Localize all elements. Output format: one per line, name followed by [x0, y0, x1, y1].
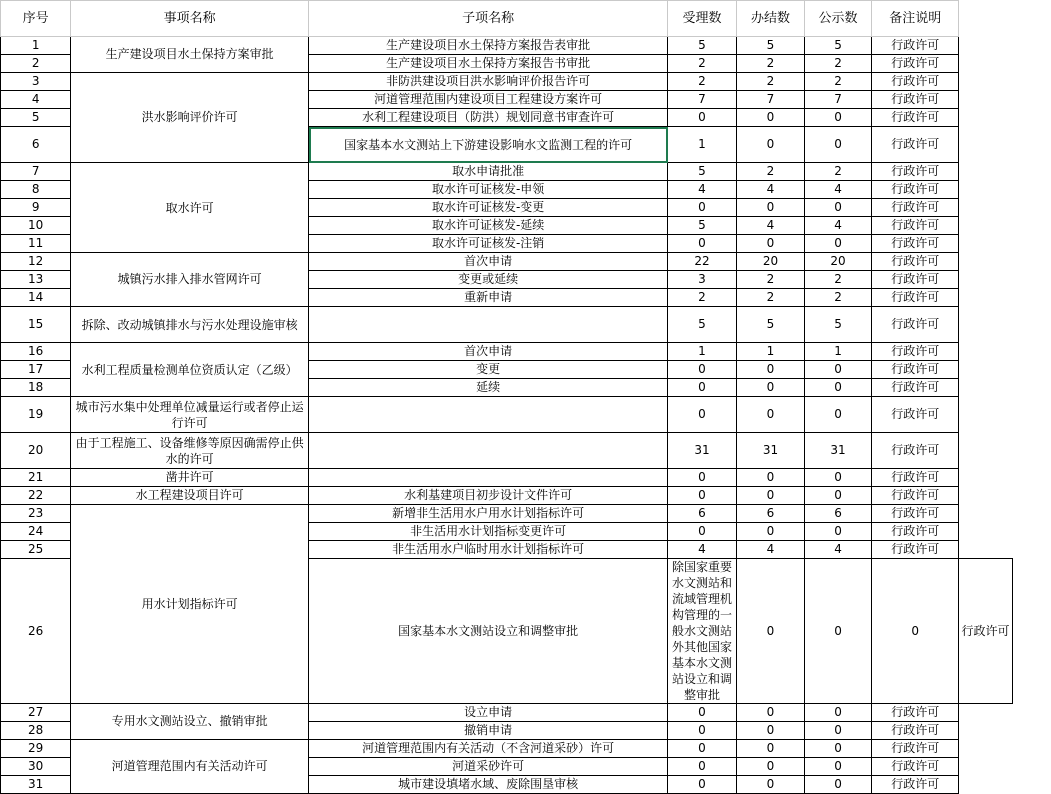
cell-completed[interactable]: 5 [736, 37, 804, 55]
cell-published[interactable]: 2 [805, 55, 872, 73]
cell-item-name[interactable]: 生产建设项目水土保持方案审批 [71, 37, 309, 73]
cell-remark[interactable]: 行政许可 [871, 433, 959, 469]
cell-published[interactable]: 0 [805, 127, 872, 163]
cell-remark[interactable]: 行政许可 [871, 91, 959, 109]
cell-remark[interactable]: 行政许可 [871, 505, 959, 523]
cell-published[interactable]: 0 [805, 740, 872, 758]
cell-completed[interactable]: 0 [736, 487, 804, 505]
cell-accepted[interactable]: 0 [668, 487, 736, 505]
cell-sub-item-name[interactable]: 河道采砂许可 [309, 758, 668, 776]
cell-accepted[interactable]: 1 [668, 343, 736, 361]
cell-remark[interactable]: 行政许可 [871, 163, 959, 181]
cell-sub-item-name[interactable]: 取水许可证核发-申领 [309, 181, 668, 199]
cell-published[interactable]: 0 [805, 523, 872, 541]
cell-remark[interactable]: 行政许可 [871, 361, 959, 379]
table-row [1, 469, 1051, 487]
empty-column-cell[interactable] [959, 289, 1012, 307]
cell-completed[interactable]: 0 [736, 127, 804, 163]
cell-sub-item-name[interactable] [309, 433, 668, 469]
empty-column-cell[interactable] [959, 217, 1012, 235]
cell-published[interactable]: 0 [871, 559, 959, 704]
cell-sub-item-name[interactable]: 水利工程建设项目（防洪）规划同意书审查许可 [309, 109, 668, 127]
cell-item-name[interactable]: 水利工程质量检测单位资质认定（乙级） [71, 343, 309, 397]
cell-completed[interactable]: 0 [736, 397, 804, 433]
cell-accepted[interactable]: 2 [668, 289, 736, 307]
cell-remark[interactable]: 行政许可 [871, 722, 959, 740]
header-row [1, 1, 1051, 37]
cell-accepted[interactable]: 0 [668, 776, 736, 794]
empty-column-cell[interactable] [959, 433, 1012, 469]
cell-item-name[interactable]: 用水计划指标许可 [71, 505, 309, 704]
empty-column-cell[interactable] [959, 469, 1012, 487]
cell-accepted[interactable]: 5 [668, 307, 736, 343]
empty-column-cell[interactable] [959, 235, 1012, 253]
empty-column-cell[interactable] [959, 163, 1012, 181]
cell-completed[interactable]: 4 [736, 217, 804, 235]
header-remark[interactable]: 备注说明 [871, 1, 959, 37]
cell-completed[interactable]: 5 [736, 307, 804, 343]
cell-seq[interactable]: 13 [1, 271, 71, 289]
cell-remark[interactable]: 行政许可 [871, 127, 959, 163]
empty-column-cell[interactable] [959, 523, 1012, 541]
cell-completed[interactable]: 0 [736, 235, 804, 253]
table-row [1, 505, 1051, 523]
cell-accepted[interactable]: 0 [668, 740, 736, 758]
cell-remark[interactable]: 行政许可 [871, 271, 959, 289]
cell-accepted[interactable]: 3 [668, 271, 736, 289]
cell-seq[interactable]: 16 [1, 343, 71, 361]
empty-column-cell[interactable] [959, 740, 1012, 758]
cell-published[interactable]: 0 [805, 199, 872, 217]
table-row [1, 163, 1051, 181]
cell-seq[interactable]: 2 [1, 55, 71, 73]
empty-column-cell[interactable] [959, 55, 1012, 73]
cell-item-name[interactable]: 由于工程施工、设备维修等原因确需停止供水的许可 [71, 433, 309, 469]
cell-seq[interactable]: 14 [1, 289, 71, 307]
cell-seq[interactable]: 26 [1, 559, 71, 704]
empty-column-cell[interactable] [959, 541, 1012, 559]
cell-accepted[interactable]: 0 [668, 758, 736, 776]
empty-column-cell[interactable] [959, 505, 1012, 523]
cell-published[interactable]: 2 [805, 73, 872, 91]
cell-completed[interactable]: 0 [736, 109, 804, 127]
cell-sub-item-name[interactable]: 河道管理范围内建设项目工程建设方案许可 [309, 91, 668, 109]
cell-seq[interactable]: 31 [1, 776, 71, 794]
cell-remark[interactable]: 行政许可 [871, 55, 959, 73]
cell-sub-item-name[interactable]: 首次申请 [309, 253, 668, 271]
cell-completed[interactable]: 0 [736, 704, 804, 722]
cell-accepted[interactable]: 0 [668, 523, 736, 541]
cell-completed[interactable]: 0 [736, 758, 804, 776]
cell-accepted[interactable]: 0 [668, 722, 736, 740]
cell-seq[interactable]: 23 [1, 505, 71, 523]
cell-completed[interactable]: 2 [736, 289, 804, 307]
cell-accepted[interactable]: 0 [668, 361, 736, 379]
table-row [1, 740, 1051, 758]
cell-sub-item-name[interactable]: 设立申请 [309, 704, 668, 722]
cell-seq[interactable]: 10 [1, 217, 71, 235]
header-published[interactable]: 公示数 [805, 1, 872, 37]
cell-seq[interactable]: 7 [1, 163, 71, 181]
cell-seq[interactable]: 29 [1, 740, 71, 758]
cell-accepted[interactable]: 6 [668, 505, 736, 523]
cell-sub-item-name[interactable]: 首次申请 [309, 343, 668, 361]
cell-completed[interactable]: 0 [736, 361, 804, 379]
cell-remark[interactable]: 行政许可 [871, 397, 959, 433]
empty-column-cell[interactable] [959, 704, 1012, 722]
spreadsheet-body [1, 1, 1051, 794]
cell-accepted[interactable]: 0 [668, 379, 736, 397]
cell-published[interactable]: 5 [805, 307, 872, 343]
table-row [1, 704, 1051, 722]
cell-completed[interactable]: 2 [736, 271, 804, 289]
table-row [1, 487, 1051, 505]
cell-sub-item-name[interactable]: 非生活用水户临时用水计划指标许可 [309, 541, 668, 559]
cell-completed[interactable]: 4 [736, 541, 804, 559]
cell-sub-item-name[interactable]: 取水许可证核发-注销 [309, 235, 668, 253]
cell-accepted[interactable]: 1 [668, 127, 736, 163]
cell-completed[interactable]: 1 [736, 343, 804, 361]
cell-seq[interactable]: 25 [1, 541, 71, 559]
cell-accepted[interactable]: 2 [668, 73, 736, 91]
cell-sub-item-name[interactable]: 取水许可证核发-变更 [309, 199, 668, 217]
cell-remark[interactable]: 行政许可 [871, 181, 959, 199]
header-sub-item-name[interactable]: 子项名称 [309, 1, 668, 37]
cell-sub-item-name[interactable]: 取水申请批准 [309, 163, 668, 181]
cell-accepted[interactable]: 0 [668, 199, 736, 217]
empty-column-cell[interactable] [959, 199, 1012, 217]
cell-completed[interactable]: 0 [736, 776, 804, 794]
cell-seq[interactable]: 20 [1, 433, 71, 469]
cell-sub-item-name[interactable]: 变更 [309, 361, 668, 379]
cell-item-name[interactable]: 水工程建设项目许可 [71, 487, 309, 505]
cell-seq[interactable]: 24 [1, 523, 71, 541]
cell-completed[interactable]: 0 [736, 722, 804, 740]
cell-completed[interactable]: 0 [736, 379, 804, 397]
table-row [1, 253, 1051, 271]
cell-remark[interactable]: 行政许可 [871, 740, 959, 758]
cell-sub-item-name[interactable]: 变更或延续 [309, 271, 668, 289]
cell-published[interactable]: 4 [805, 181, 872, 199]
cell-accepted[interactable]: 5 [668, 217, 736, 235]
cell-completed[interactable]: 2 [736, 73, 804, 91]
cell-remark[interactable]: 行政许可 [871, 73, 959, 91]
header-seq[interactable]: 序号 [1, 1, 71, 37]
cell-seq[interactable]: 12 [1, 253, 71, 271]
empty-column-cell[interactable] [959, 271, 1012, 289]
cell-seq[interactable]: 9 [1, 199, 71, 217]
cell-accepted[interactable]: 0 [668, 397, 736, 433]
empty-column-cell[interactable] [959, 73, 1012, 91]
cell-published[interactable]: 2 [805, 163, 872, 181]
header-item-name[interactable]: 事项名称 [71, 1, 309, 37]
cell-accepted[interactable]: 0 [668, 469, 736, 487]
cell-sub-item-name[interactable]: 河道管理范围内有关活动（不含河道采砂）许可 [309, 740, 668, 758]
cell-sub-item-name[interactable]: 生产建设项目水土保持方案报告书审批 [309, 55, 668, 73]
empty-column-cell[interactable] [959, 487, 1012, 505]
cell-published[interactable]: 0 [805, 704, 872, 722]
cell-published[interactable]: 2 [805, 289, 872, 307]
cell-accepted[interactable]: 2 [668, 55, 736, 73]
cell-item-name[interactable]: 城镇污水排入排水管网许可 [71, 253, 309, 307]
table-row [1, 343, 1051, 361]
cell-accepted[interactable]: 0 [736, 559, 804, 704]
cell-sub-item-name[interactable]: 城市建设填堵水域、废除围垦审核 [309, 776, 668, 794]
cell-accepted[interactable]: 5 [668, 163, 736, 181]
cell-seq[interactable]: 3 [1, 73, 71, 91]
table-row [1, 307, 1051, 343]
header-completed[interactable]: 办结数 [736, 1, 804, 37]
cell-published[interactable]: 0 [805, 109, 872, 127]
cell-item-name[interactable]: 取水许可 [71, 163, 309, 253]
empty-column-cell[interactable] [959, 361, 1012, 379]
empty-column-cell[interactable] [959, 181, 1012, 199]
cell-remark[interactable]: 行政许可 [871, 307, 959, 343]
cell-remark[interactable]: 行政许可 [871, 37, 959, 55]
cell-remark[interactable]: 行政许可 [871, 776, 959, 794]
cell-seq[interactable]: 22 [1, 487, 71, 505]
cell-completed[interactable]: 0 [736, 523, 804, 541]
cell-sub-item-name[interactable] [309, 307, 668, 343]
cell-published[interactable]: 20 [805, 253, 872, 271]
cell-completed[interactable]: 20 [736, 253, 804, 271]
cell-remark[interactable]: 行政许可 [871, 343, 959, 361]
cell-accepted[interactable]: 5 [668, 37, 736, 55]
cell-accepted[interactable]: 0 [668, 109, 736, 127]
cell-remark[interactable]: 行政许可 [871, 758, 959, 776]
table-row [1, 433, 1051, 469]
cell-sub-item-name[interactable]: 水利基建项目初步设计文件许可 [309, 487, 668, 505]
cell-completed[interactable]: 7 [736, 91, 804, 109]
cell-published[interactable]: 4 [805, 217, 872, 235]
cell-seq[interactable]: 28 [1, 722, 71, 740]
cell-completed[interactable]: 0 [736, 740, 804, 758]
table-row [1, 73, 1051, 91]
table-row [1, 397, 1051, 433]
cell-published[interactable]: 0 [805, 776, 872, 794]
cell-sub-item-name[interactable]: 延续 [309, 379, 668, 397]
cell-completed[interactable]: 2 [736, 163, 804, 181]
cell-sub-item-name[interactable]: 生产建设项目水土保持方案报告表审批 [309, 37, 668, 55]
cell-completed[interactable]: 2 [736, 55, 804, 73]
cell-seq[interactable]: 8 [1, 181, 71, 199]
header-accepted[interactable]: 受理数 [668, 1, 736, 37]
empty-column-cell[interactable] [959, 776, 1012, 794]
cell-seq[interactable]: 21 [1, 469, 71, 487]
cell-remark[interactable]: 行政许可 [871, 235, 959, 253]
cell-seq[interactable]: 27 [1, 704, 71, 722]
cell-sub-item-name[interactable]: 新增非生活用水户用水计划指标许可 [309, 505, 668, 523]
empty-column-cell[interactable] [959, 1, 1012, 37]
cell-accepted[interactable]: 0 [668, 235, 736, 253]
cell-remark[interactable]: 行政许可 [871, 523, 959, 541]
cell-sub-item-name[interactable] [309, 469, 668, 487]
empty-column-cell[interactable] [959, 307, 1012, 343]
cell-remark[interactable]: 行政许可 [871, 379, 959, 397]
cell-sub-item-name[interactable]: 取水许可证核发-延续 [309, 217, 668, 235]
cell-sub-item-name[interactable]: 重新申请 [309, 289, 668, 307]
cell-seq[interactable]: 19 [1, 397, 71, 433]
cell-published[interactable]: 1 [805, 343, 872, 361]
empty-column-cell[interactable] [959, 109, 1012, 127]
cell-accepted[interactable]: 4 [668, 541, 736, 559]
cell-completed[interactable]: 31 [736, 433, 804, 469]
cell-completed[interactable]: 0 [805, 559, 872, 704]
empty-column-cell[interactable] [959, 253, 1012, 271]
cell-seq[interactable]: 5 [1, 109, 71, 127]
empty-column-cell[interactable] [959, 37, 1012, 55]
cell-seq[interactable]: 18 [1, 379, 71, 397]
cell-remark[interactable]: 行政许可 [871, 469, 959, 487]
cell-seq[interactable]: 30 [1, 758, 71, 776]
cell-seq[interactable]: 6 [1, 127, 71, 163]
cell-remark[interactable]: 行政许可 [871, 487, 959, 505]
cell-sub-item-name[interactable]: 非生活用水计划指标变更许可 [309, 523, 668, 541]
cell-sub-item-name[interactable]: 国家基本水文测站上下游建设影响水文监测工程的许可 [309, 127, 668, 163]
empty-column-cell[interactable] [959, 343, 1012, 361]
cell-remark[interactable]: 行政许可 [871, 704, 959, 722]
cell-remark[interactable]: 行政许可 [871, 289, 959, 307]
cell-remark[interactable]: 行政许可 [959, 559, 1012, 704]
cell-item-name[interactable]: 城市污水集中处理单位减量运行或者停止运行许可 [71, 397, 309, 433]
cell-published[interactable]: 31 [805, 433, 872, 469]
cell-remark[interactable]: 行政许可 [871, 253, 959, 271]
cell-completed[interactable]: 4 [736, 181, 804, 199]
cell-published[interactable]: 0 [805, 397, 872, 433]
empty-column-cell[interactable] [959, 397, 1012, 433]
empty-column-cell[interactable] [959, 379, 1012, 397]
empty-column-cell[interactable] [959, 758, 1012, 776]
cell-remark[interactable]: 行政许可 [871, 541, 959, 559]
cell-item-name[interactable]: 专用水文测站设立、撤销审批 [71, 704, 309, 740]
cell-published[interactable]: 0 [805, 722, 872, 740]
cell-seq[interactable]: 15 [1, 307, 71, 343]
cell-remark[interactable]: 行政许可 [871, 199, 959, 217]
cell-published[interactable]: 0 [805, 361, 872, 379]
cell-seq[interactable]: 17 [1, 361, 71, 379]
empty-column-cell[interactable] [959, 127, 1012, 163]
cell-accepted[interactable]: 7 [668, 91, 736, 109]
cell-published[interactable]: 0 [805, 235, 872, 253]
empty-column-cell[interactable] [1012, 559, 1051, 704]
cell-published[interactable]: 6 [805, 505, 872, 523]
cell-sub-item-name[interactable]: 非防洪建设项目洪水影响评价报告许可 [309, 73, 668, 91]
empty-column-cell[interactable] [959, 91, 1012, 109]
cell-remark[interactable]: 行政许可 [871, 109, 959, 127]
cell-accepted[interactable]: 4 [668, 181, 736, 199]
cell-published[interactable]: 7 [805, 91, 872, 109]
cell-published[interactable]: 0 [805, 469, 872, 487]
cell-seq[interactable]: 1 [1, 37, 71, 55]
cell-published[interactable]: 4 [805, 541, 872, 559]
cell-remark[interactable]: 行政许可 [871, 217, 959, 235]
cell-published[interactable]: 0 [805, 487, 872, 505]
cell-published[interactable]: 2 [805, 271, 872, 289]
cell-sub-item-name[interactable] [309, 397, 668, 433]
table-row [1, 37, 1051, 55]
cell-accepted[interactable]: 0 [668, 704, 736, 722]
cell-sub-item-name[interactable]: 除国家重要水文测站和流域管理机构管理的一般水文测站外其他国家基本水文测站设立和调整审批 [668, 559, 736, 704]
cell-item-name[interactable]: 凿井许可 [71, 469, 309, 487]
cell-item-name[interactable]: 洪水影响评价许可 [71, 73, 309, 163]
cell-item-name[interactable]: 国家基本水文测站设立和调整审批 [309, 559, 668, 704]
cell-published[interactable]: 0 [805, 379, 872, 397]
cell-sub-item-name[interactable]: 撤销申请 [309, 722, 668, 740]
cell-completed[interactable]: 0 [736, 469, 804, 487]
cell-seq[interactable]: 11 [1, 235, 71, 253]
cell-completed[interactable]: 6 [736, 505, 804, 523]
cell-accepted[interactable]: 22 [668, 253, 736, 271]
cell-item-name[interactable]: 河道管理范围内有关活动许可 [71, 740, 309, 794]
cell-published[interactable]: 5 [805, 37, 872, 55]
cell-seq[interactable]: 4 [1, 91, 71, 109]
cell-completed[interactable]: 0 [736, 199, 804, 217]
cell-accepted[interactable]: 31 [668, 433, 736, 469]
cell-item-name[interactable]: 拆除、改动城镇排水与污水处理设施审核 [71, 307, 309, 343]
cell-published[interactable]: 0 [805, 758, 872, 776]
